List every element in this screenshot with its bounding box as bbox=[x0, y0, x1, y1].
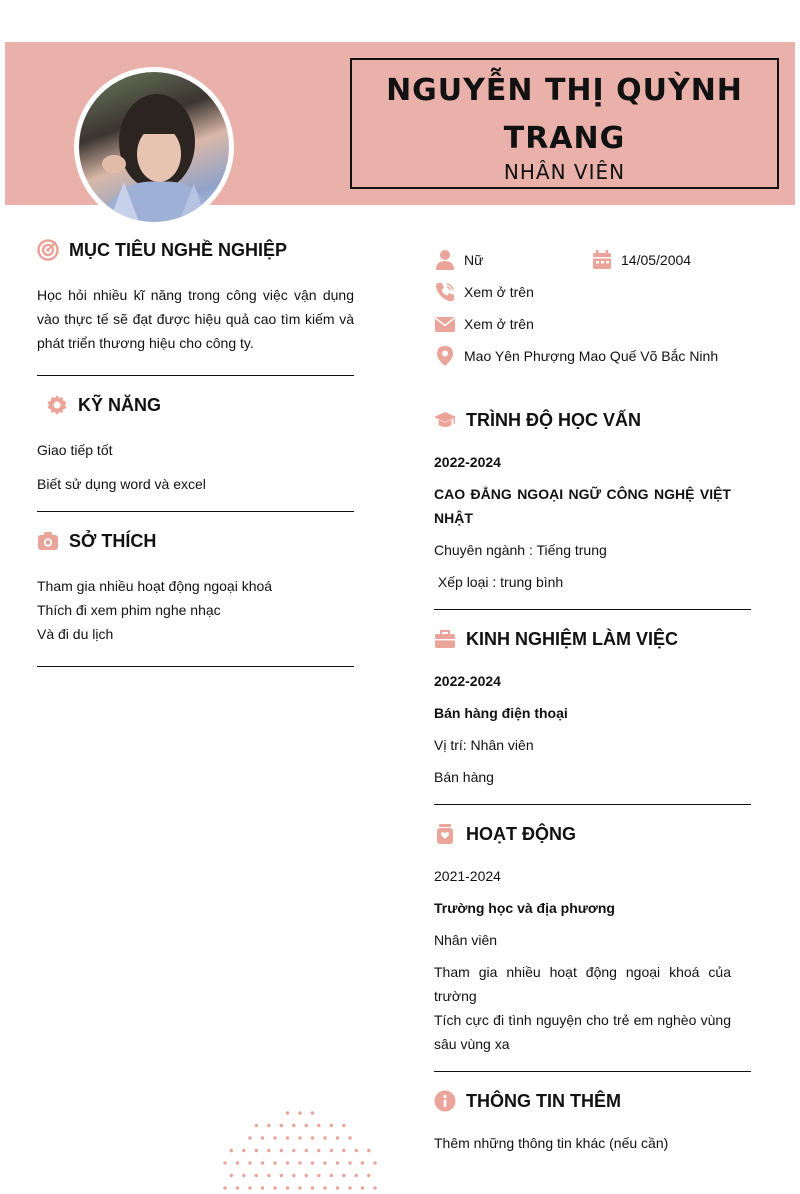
decorative-dot bbox=[267, 1124, 270, 1127]
decorative-dot bbox=[255, 1149, 258, 1152]
decorative-dot bbox=[261, 1161, 264, 1164]
decorative-dot bbox=[286, 1161, 289, 1164]
activities-section bbox=[434, 819, 751, 849]
decorative-dot bbox=[342, 1174, 345, 1177]
location-pin-icon bbox=[434, 345, 456, 367]
decorative-dot bbox=[267, 1149, 270, 1152]
school-name: CAO ĐẲNG NGOẠI NGỮ CÔNG NGHỆ VIỆT NHẬT bbox=[434, 486, 731, 526]
hobbies-header bbox=[37, 526, 354, 556]
decorative-dot bbox=[280, 1124, 283, 1127]
decorative-dot bbox=[336, 1186, 339, 1189]
decorative-dot bbox=[348, 1136, 351, 1139]
decorative-dot-pattern bbox=[205, 1108, 395, 1194]
decorative-dot bbox=[280, 1174, 283, 1177]
target-icon bbox=[37, 239, 59, 261]
decorative-dot bbox=[236, 1186, 239, 1189]
avatar bbox=[74, 67, 234, 227]
decorative-dot bbox=[248, 1161, 251, 1164]
decorative-dot bbox=[298, 1136, 301, 1139]
address-value: Mao Yên Phượng Mao Quế Võ Bắc Ninh bbox=[464, 348, 719, 364]
job-title: NHÂN VIÊN bbox=[503, 160, 626, 184]
profile-photo bbox=[79, 72, 229, 222]
divider bbox=[434, 1071, 751, 1072]
hobby-item: Thích đi xem phim nghe nhạc bbox=[37, 602, 221, 618]
hobby-item: Tham gia nhiều hoạt động ngoại khoá bbox=[37, 578, 273, 594]
activities-role: Nhân viên bbox=[434, 932, 498, 948]
phone-icon bbox=[434, 281, 456, 303]
decorative-dot bbox=[361, 1161, 364, 1164]
extra-info-section bbox=[434, 1086, 751, 1116]
decorative-dot bbox=[280, 1149, 283, 1152]
skills-title: KỸ NĂNG bbox=[78, 394, 162, 415]
decorative-dot bbox=[261, 1136, 264, 1139]
decorative-dot bbox=[361, 1186, 364, 1189]
divider bbox=[434, 609, 751, 610]
decorative-dot bbox=[342, 1124, 345, 1127]
decorative-dot bbox=[336, 1161, 339, 1164]
decorative-dot bbox=[236, 1161, 239, 1164]
experience-section bbox=[434, 624, 751, 654]
decorative-dot bbox=[317, 1149, 320, 1152]
decorative-dot bbox=[267, 1174, 270, 1177]
skill-item: Giao tiếp tốt bbox=[37, 442, 113, 458]
objective-text: Học hỏi nhiều kĩ năng trong công việc vận dụng vào thực tế sẽ đạt được hiệu quả cao tìm kiếm và phát triển thương hiệu cho công ty. bbox=[37, 287, 354, 351]
decorative-dot bbox=[292, 1124, 295, 1127]
hobbies-section bbox=[37, 526, 354, 556]
decorative-dot bbox=[355, 1174, 358, 1177]
decorative-dot bbox=[223, 1161, 226, 1164]
decorative-dot bbox=[255, 1174, 258, 1177]
decorative-dot bbox=[330, 1124, 333, 1127]
calendar-icon bbox=[591, 249, 613, 271]
decorative-dot bbox=[330, 1174, 333, 1177]
education-major: Chuyên ngành : Tiếng trung bbox=[434, 542, 607, 558]
skills-header bbox=[46, 390, 363, 420]
decorative-dot bbox=[298, 1161, 301, 1164]
experience-description: Bán hàng bbox=[434, 769, 494, 785]
camera-icon bbox=[37, 530, 59, 552]
graduation-cap-icon bbox=[434, 409, 456, 431]
education-title: TRÌNH ĐỘ HỌC VẤN bbox=[466, 409, 641, 430]
decorative-dot bbox=[367, 1174, 370, 1177]
gender-row bbox=[434, 244, 483, 276]
activities-organization: Trường học và địa phương bbox=[434, 900, 615, 916]
decorative-dot bbox=[317, 1174, 320, 1177]
decorative-dot bbox=[305, 1124, 308, 1127]
decorative-dot bbox=[311, 1186, 314, 1189]
experience-position: Vị trí: Nhân viên bbox=[434, 737, 534, 753]
education-period: 2022-2024 bbox=[434, 454, 501, 470]
decorative-dot bbox=[373, 1161, 376, 1164]
activities-description: Tham gia nhiều hoạt động ngoại khoá của trường bbox=[434, 964, 731, 1004]
decorative-dot bbox=[323, 1186, 326, 1189]
experience-title: KINH NGHIỆM LÀM VIỆC bbox=[466, 628, 679, 649]
activities-period: 2021-2024 bbox=[434, 868, 501, 884]
decorative-dot bbox=[248, 1186, 251, 1189]
company-name: Bán hàng điện thoại bbox=[434, 705, 568, 721]
education-header bbox=[434, 405, 751, 435]
decorative-dot bbox=[298, 1186, 301, 1189]
extra-info-text: Thêm những thông tin khác (nếu cần) bbox=[434, 1135, 669, 1151]
decorative-dot bbox=[230, 1149, 233, 1152]
briefcase-icon bbox=[434, 628, 456, 650]
decorative-dot bbox=[305, 1149, 308, 1152]
objective-header bbox=[37, 235, 354, 265]
decorative-dot bbox=[342, 1149, 345, 1152]
decorative-dot bbox=[286, 1111, 289, 1114]
experience-period: 2022-2024 bbox=[434, 673, 501, 689]
decorative-dot bbox=[230, 1174, 233, 1177]
decorative-dot bbox=[336, 1136, 339, 1139]
full-name-line-2: TRANG bbox=[503, 121, 626, 156]
activities-title: HOẠT ĐỘNG bbox=[466, 823, 576, 844]
decorative-dot bbox=[348, 1161, 351, 1164]
activities-header bbox=[434, 819, 751, 849]
decorative-dot bbox=[255, 1124, 258, 1127]
decorative-dot bbox=[286, 1136, 289, 1139]
extra-info-header bbox=[434, 1086, 751, 1116]
decorative-dot bbox=[286, 1186, 289, 1189]
decorative-dot bbox=[311, 1136, 314, 1139]
birthday-row bbox=[591, 244, 691, 276]
decorative-dot bbox=[373, 1186, 376, 1189]
decorative-dot bbox=[355, 1149, 358, 1152]
objective-section bbox=[37, 235, 354, 265]
email-row bbox=[434, 308, 534, 340]
objective-title: MỤC TIÊU NGHỀ NGHIỆP bbox=[69, 239, 288, 260]
activities-description: Tích cực đi tình nguyện cho trẻ em nghèo vùng sâu vùng xa bbox=[434, 1012, 731, 1052]
decorative-dot bbox=[248, 1136, 251, 1139]
birthday-value: 14/05/2004 bbox=[621, 252, 692, 268]
education-section bbox=[434, 405, 751, 435]
decorative-dot bbox=[242, 1174, 245, 1177]
decorative-dot bbox=[348, 1186, 351, 1189]
decorative-dot bbox=[330, 1149, 333, 1152]
decorative-dot bbox=[273, 1136, 276, 1139]
gender-value: Nữ bbox=[464, 252, 484, 268]
decorative-dot bbox=[261, 1186, 264, 1189]
person-icon bbox=[434, 249, 456, 271]
decorative-dot bbox=[305, 1174, 308, 1177]
decorative-dot bbox=[311, 1111, 314, 1114]
extra-info-title: THÔNG TIN THÊM bbox=[466, 1090, 621, 1111]
decorative-dot bbox=[242, 1149, 245, 1152]
heart-jar-icon bbox=[434, 823, 456, 845]
decorative-dot bbox=[273, 1186, 276, 1189]
decorative-dot bbox=[323, 1161, 326, 1164]
name-box bbox=[350, 58, 779, 189]
decorative-dot bbox=[367, 1149, 370, 1152]
decorative-dot bbox=[292, 1149, 295, 1152]
decorative-dot bbox=[292, 1174, 295, 1177]
phone-row bbox=[434, 276, 534, 308]
divider bbox=[37, 511, 354, 512]
decorative-dot bbox=[311, 1161, 314, 1164]
decorative-dot bbox=[298, 1111, 301, 1114]
address-row bbox=[434, 340, 718, 372]
info-icon bbox=[434, 1090, 456, 1112]
decorative-dot bbox=[317, 1124, 320, 1127]
decorative-dot bbox=[273, 1161, 276, 1164]
decorative-dot bbox=[223, 1186, 226, 1189]
experience-header bbox=[434, 624, 751, 654]
skill-item: Biết sử dụng word và excel bbox=[37, 476, 206, 492]
gear-icon bbox=[46, 394, 68, 416]
decorative-dot bbox=[323, 1136, 326, 1139]
divider bbox=[434, 804, 751, 805]
envelope-icon bbox=[434, 313, 456, 335]
email-value: Xem ở trên bbox=[464, 316, 534, 332]
full-name-line-1: NGUYỄN THỊ QUỲNH bbox=[386, 73, 743, 108]
hobby-item: Và đi du lịch bbox=[37, 626, 114, 642]
education-grade: Xếp loại : trung bình bbox=[434, 574, 564, 590]
divider bbox=[37, 666, 354, 667]
divider bbox=[37, 375, 354, 376]
skills-section bbox=[46, 390, 363, 420]
hobbies-title: SỞ THÍCH bbox=[69, 530, 157, 551]
phone-value: Xem ở trên bbox=[464, 284, 534, 300]
